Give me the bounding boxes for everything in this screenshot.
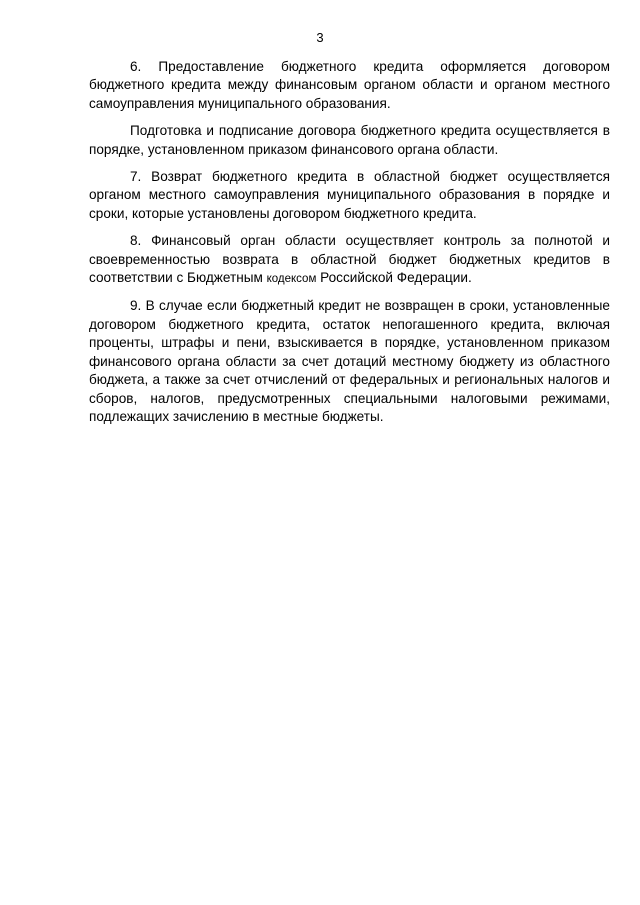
paragraph-8-text-before: 8. Финансовый орган области осуществляет контроль за полнотой и своевременностью возврата в областной бюджет бюджетных кредитов в соответствии с Бюджетным <box>89 233 610 286</box>
page-number: 3 <box>316 30 324 45</box>
paragraph-7: 7. Возврат бюджетного кредита в областной бюджет осуществляется органом местного самоуправления муниципального образования в порядке и сроки, которые установлены договором бюджетного кредита. <box>89 169 610 221</box>
document-body <box>89 58 610 435</box>
paragraph-8-code-word: кодексом <box>266 273 317 286</box>
paragraph-6: 6. Предоставление бюджетного кредита оформляется договором бюджетного кредита между финансовым органом области и органом местного самоуправления муниципального образования. <box>89 59 610 111</box>
paragraph-8 <box>89 232 610 288</box>
paragraph-8-text-after: Российской Федерации. <box>316 270 472 286</box>
paragraph-9: 9. В случае если бюджетный кредит не возвращен в сроки, установленные договором бюджетного кредита, остаток непогашенного кредита, включая проценты, штрафы и пени, взыскивается в порядке, установленном приказом финансового органа области за счет дотаций местному бюджету из областного бюджета, а также за счет отчислений от федеральных и региональных налогов и сборов, налогов, предусмотренных специальными налоговыми режимами, подлежащих зачислению в местные бюджеты. <box>89 298 610 424</box>
paragraph-preparation: Подготовка и подписание договора бюджетного кредита осуществляется в порядке, установленном приказом финансового органа области. <box>89 123 610 157</box>
